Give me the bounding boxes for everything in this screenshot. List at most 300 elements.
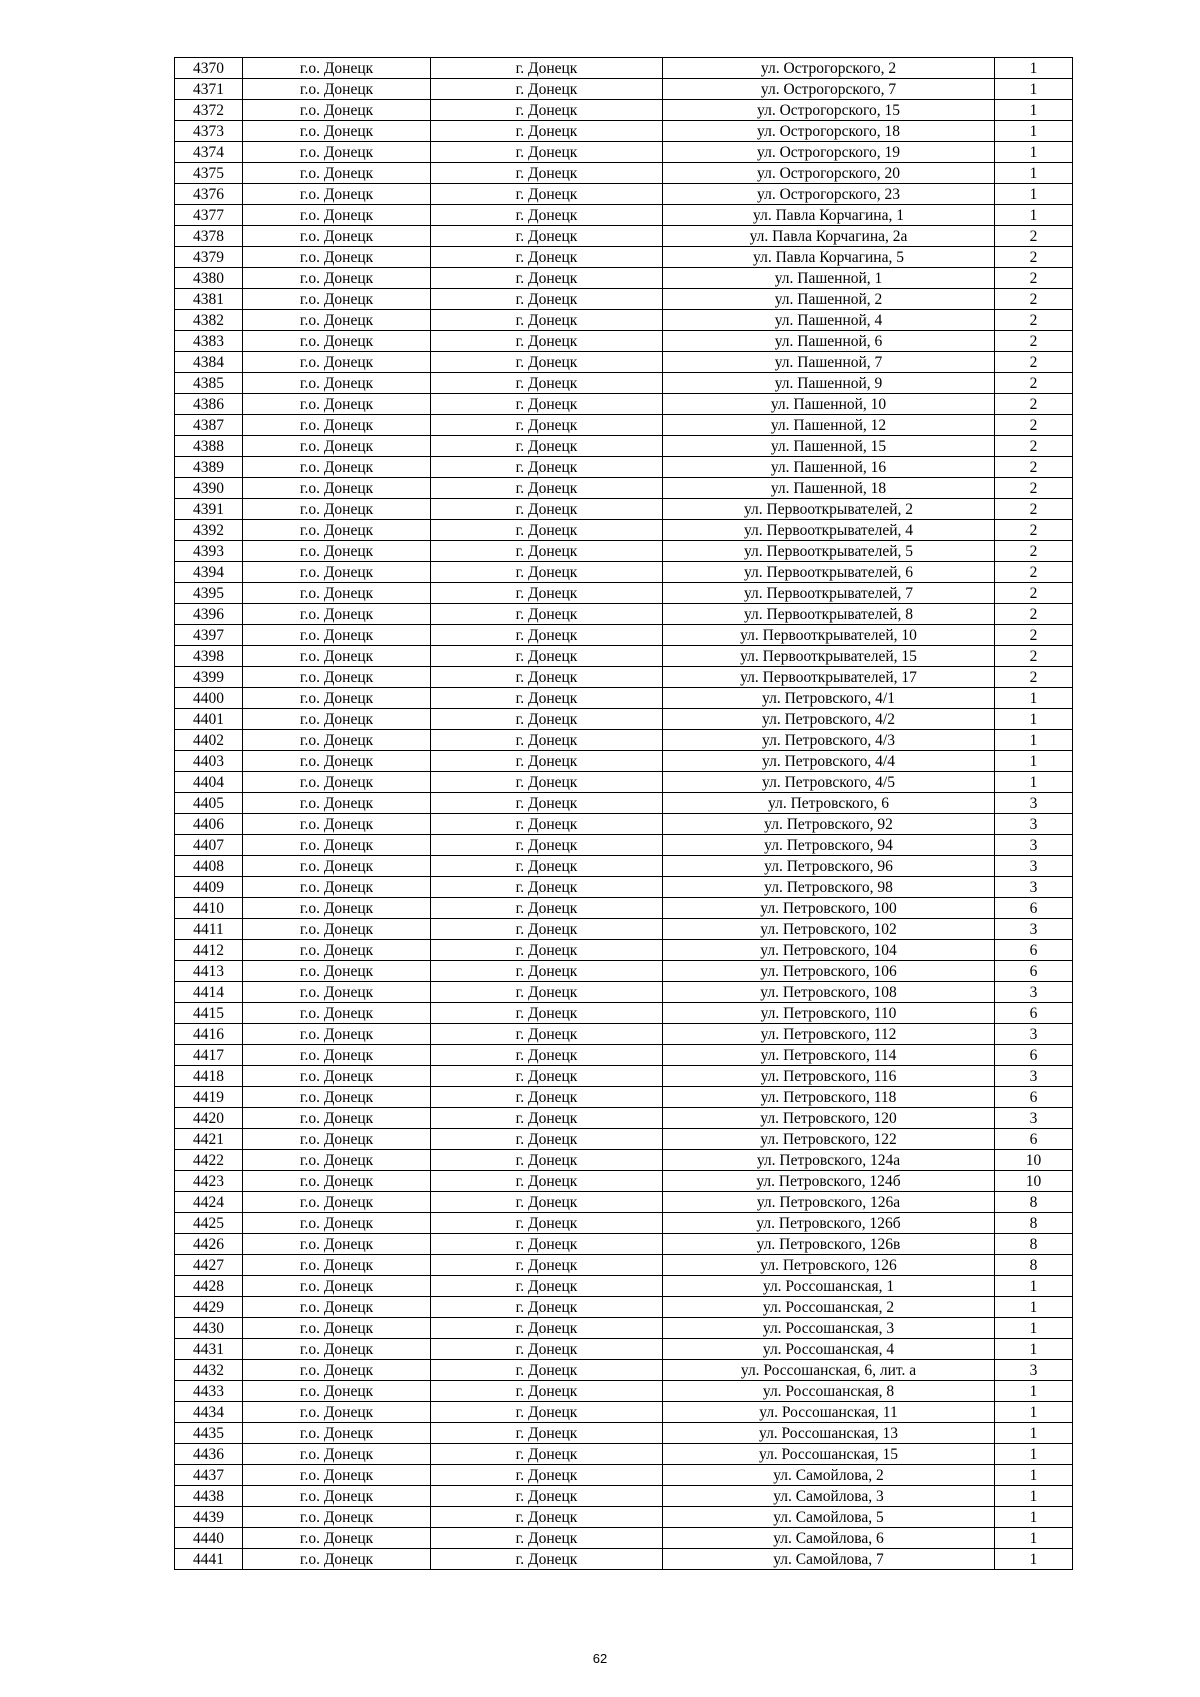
- table-row: [175, 1045, 1073, 1066]
- district-cell: г.о. Донецк: [243, 1045, 431, 1066]
- table-row: [175, 1444, 1073, 1465]
- address-table-body: [175, 58, 1073, 1570]
- address-cell: ул. Петровского, 112: [663, 1024, 995, 1045]
- address-cell: ул. Петровского, 110: [663, 1003, 995, 1024]
- table-row: [175, 919, 1073, 940]
- count-cell: 2: [995, 226, 1073, 247]
- count-cell: 2: [995, 394, 1073, 415]
- row-number-cell: 4420: [175, 1108, 243, 1129]
- city-cell: г. Донецк: [431, 352, 663, 373]
- table-row: [175, 226, 1073, 247]
- address-cell: ул. Петровского, 100: [663, 898, 995, 919]
- row-number-cell: 4384: [175, 352, 243, 373]
- city-cell: г. Донецк: [431, 961, 663, 982]
- row-number-cell: 4419: [175, 1087, 243, 1108]
- count-cell: 8: [995, 1192, 1073, 1213]
- address-cell: ул. Павла Корчагина, 5: [663, 247, 995, 268]
- table-row: [175, 1360, 1073, 1381]
- table-row: [175, 1234, 1073, 1255]
- count-cell: 3: [995, 1360, 1073, 1381]
- district-cell: г.о. Донецк: [243, 814, 431, 835]
- city-cell: г. Донецк: [431, 1297, 663, 1318]
- count-cell: 1: [995, 79, 1073, 100]
- row-number-cell: 4431: [175, 1339, 243, 1360]
- table-row: [175, 982, 1073, 1003]
- district-cell: г.о. Донецк: [243, 961, 431, 982]
- city-cell: г. Донецк: [431, 1213, 663, 1234]
- city-cell: г. Донецк: [431, 1339, 663, 1360]
- table-row: [175, 1402, 1073, 1423]
- count-cell: 1: [995, 1486, 1073, 1507]
- table-row: [175, 814, 1073, 835]
- count-cell: 1: [995, 163, 1073, 184]
- city-cell: г. Донецк: [431, 877, 663, 898]
- count-cell: 10: [995, 1150, 1073, 1171]
- table-row: [175, 1297, 1073, 1318]
- district-cell: г.о. Донецк: [243, 184, 431, 205]
- count-cell: 3: [995, 1108, 1073, 1129]
- address-cell: ул. Пашенной, 7: [663, 352, 995, 373]
- city-cell: г. Донецк: [431, 1108, 663, 1129]
- district-cell: г.о. Донецк: [243, 1297, 431, 1318]
- district-cell: г.о. Донецк: [243, 1360, 431, 1381]
- district-cell: г.о. Донецк: [243, 898, 431, 919]
- row-number-cell: 4428: [175, 1276, 243, 1297]
- table-row: [175, 1066, 1073, 1087]
- address-cell: ул. Пашенной, 18: [663, 478, 995, 499]
- address-cell: ул. Петровского, 104: [663, 940, 995, 961]
- table-row: [175, 1192, 1073, 1213]
- count-cell: 2: [995, 625, 1073, 646]
- address-cell: ул. Самойлова, 3: [663, 1486, 995, 1507]
- city-cell: г. Донецк: [431, 121, 663, 142]
- city-cell: г. Донецк: [431, 226, 663, 247]
- district-cell: г.о. Донецк: [243, 751, 431, 772]
- count-cell: 2: [995, 268, 1073, 289]
- city-cell: г. Донецк: [431, 520, 663, 541]
- count-cell: 1: [995, 772, 1073, 793]
- row-number-cell: 4383: [175, 331, 243, 352]
- row-number-cell: 4429: [175, 1297, 243, 1318]
- count-cell: 1: [995, 1318, 1073, 1339]
- count-cell: 2: [995, 520, 1073, 541]
- count-cell: 2: [995, 562, 1073, 583]
- city-cell: г. Донецк: [431, 604, 663, 625]
- city-cell: г. Донецк: [431, 478, 663, 499]
- count-cell: 1: [995, 184, 1073, 205]
- row-number-cell: 4408: [175, 856, 243, 877]
- address-cell: ул. Острогорского, 23: [663, 184, 995, 205]
- address-cell: ул. Россошанская, 6, лит. а: [663, 1360, 995, 1381]
- address-cell: ул. Петровского, 116: [663, 1066, 995, 1087]
- address-table: [174, 57, 1073, 1570]
- count-cell: 1: [995, 205, 1073, 226]
- city-cell: г. Донецк: [431, 436, 663, 457]
- row-number-cell: 4426: [175, 1234, 243, 1255]
- table-row: [175, 1507, 1073, 1528]
- count-cell: 3: [995, 814, 1073, 835]
- row-number-cell: 4415: [175, 1003, 243, 1024]
- row-number-cell: 4399: [175, 667, 243, 688]
- address-cell: ул. Острогорского, 7: [663, 79, 995, 100]
- address-cell: ул. Петровского, 102: [663, 919, 995, 940]
- district-cell: г.о. Донецк: [243, 499, 431, 520]
- row-number-cell: 4370: [175, 58, 243, 79]
- row-number-cell: 4437: [175, 1465, 243, 1486]
- table-row: [175, 898, 1073, 919]
- count-cell: 1: [995, 688, 1073, 709]
- address-cell: ул. Петровского, 4/1: [663, 688, 995, 709]
- city-cell: г. Донецк: [431, 646, 663, 667]
- count-cell: 3: [995, 982, 1073, 1003]
- city-cell: г. Донецк: [431, 772, 663, 793]
- count-cell: 2: [995, 541, 1073, 562]
- table-row: [175, 1549, 1073, 1570]
- address-cell: ул. Петровского, 92: [663, 814, 995, 835]
- district-cell: г.о. Донецк: [243, 352, 431, 373]
- address-cell: ул. Пашенной, 15: [663, 436, 995, 457]
- row-number-cell: 4392: [175, 520, 243, 541]
- city-cell: г. Донецк: [431, 58, 663, 79]
- district-cell: г.о. Донецк: [243, 1528, 431, 1549]
- row-number-cell: 4371: [175, 79, 243, 100]
- count-cell: 1: [995, 709, 1073, 730]
- address-cell: ул. Первооткрывателей, 15: [663, 646, 995, 667]
- city-cell: г. Донецк: [431, 688, 663, 709]
- count-cell: 2: [995, 373, 1073, 394]
- row-number-cell: 4434: [175, 1402, 243, 1423]
- count-cell: 6: [995, 1045, 1073, 1066]
- table-row: [175, 709, 1073, 730]
- district-cell: г.о. Донецк: [243, 163, 431, 184]
- count-cell: 2: [995, 331, 1073, 352]
- table-row: [175, 835, 1073, 856]
- table-row: [175, 352, 1073, 373]
- district-cell: г.о. Донецк: [243, 142, 431, 163]
- address-cell: ул. Павла Корчагина, 2а: [663, 226, 995, 247]
- row-number-cell: 4396: [175, 604, 243, 625]
- row-number-cell: 4414: [175, 982, 243, 1003]
- city-cell: г. Донецк: [431, 1255, 663, 1276]
- address-cell: ул. Первооткрывателей, 17: [663, 667, 995, 688]
- table-row: [175, 331, 1073, 352]
- table-row: [175, 163, 1073, 184]
- count-cell: 1: [995, 1549, 1073, 1570]
- address-cell: ул. Россошанская, 3: [663, 1318, 995, 1339]
- district-cell: г.о. Донецк: [243, 835, 431, 856]
- count-cell: 8: [995, 1234, 1073, 1255]
- table-row: [175, 1171, 1073, 1192]
- count-cell: 1: [995, 58, 1073, 79]
- district-cell: г.о. Донецк: [243, 541, 431, 562]
- count-cell: 1: [995, 100, 1073, 121]
- count-cell: 1: [995, 1465, 1073, 1486]
- table-row: [175, 394, 1073, 415]
- count-cell: 1: [995, 142, 1073, 163]
- address-cell: ул. Первооткрывателей, 4: [663, 520, 995, 541]
- row-number-cell: 4380: [175, 268, 243, 289]
- city-cell: г. Донецк: [431, 394, 663, 415]
- address-cell: ул. Россошанская, 11: [663, 1402, 995, 1423]
- address-cell: ул. Пашенной, 2: [663, 289, 995, 310]
- district-cell: г.о. Донецк: [243, 1087, 431, 1108]
- city-cell: г. Донецк: [431, 562, 663, 583]
- district-cell: г.о. Донецк: [243, 289, 431, 310]
- address-cell: ул. Петровского, 6: [663, 793, 995, 814]
- district-cell: г.о. Донецк: [243, 688, 431, 709]
- city-cell: г. Донецк: [431, 793, 663, 814]
- city-cell: г. Донецк: [431, 751, 663, 772]
- city-cell: г. Донецк: [431, 184, 663, 205]
- address-cell: ул. Петровского, 120: [663, 1108, 995, 1129]
- district-cell: г.о. Донецк: [243, 1192, 431, 1213]
- table-row: [175, 751, 1073, 772]
- city-cell: г. Донецк: [431, 1171, 663, 1192]
- count-cell: 3: [995, 1024, 1073, 1045]
- row-number-cell: 4425: [175, 1213, 243, 1234]
- city-cell: г. Донецк: [431, 625, 663, 646]
- row-number-cell: 4433: [175, 1381, 243, 1402]
- district-cell: г.о. Донецк: [243, 1318, 431, 1339]
- row-number-cell: 4390: [175, 478, 243, 499]
- row-number-cell: 4440: [175, 1528, 243, 1549]
- count-cell: 3: [995, 1066, 1073, 1087]
- address-cell: ул. Пашенной, 16: [663, 457, 995, 478]
- table-row: [175, 793, 1073, 814]
- address-cell: ул. Острогорского, 20: [663, 163, 995, 184]
- city-cell: г. Донецк: [431, 1402, 663, 1423]
- row-number-cell: 4387: [175, 415, 243, 436]
- district-cell: г.о. Донецк: [243, 1444, 431, 1465]
- table-row: [175, 289, 1073, 310]
- count-cell: 3: [995, 835, 1073, 856]
- address-cell: ул. Острогорского, 19: [663, 142, 995, 163]
- address-cell: ул. Первооткрывателей, 2: [663, 499, 995, 520]
- city-cell: г. Донецк: [431, 499, 663, 520]
- city-cell: г. Донецк: [431, 142, 663, 163]
- address-cell: ул. Петровского, 122: [663, 1129, 995, 1150]
- city-cell: г. Донецк: [431, 1276, 663, 1297]
- district-cell: г.о. Донецк: [243, 919, 431, 940]
- count-cell: 2: [995, 415, 1073, 436]
- city-cell: г. Донецк: [431, 730, 663, 751]
- address-cell: ул. Пашенной, 6: [663, 331, 995, 352]
- district-cell: г.о. Донецк: [243, 1150, 431, 1171]
- row-number-cell: 4395: [175, 583, 243, 604]
- city-cell: г. Донецк: [431, 814, 663, 835]
- count-cell: 1: [995, 730, 1073, 751]
- table-row: [175, 499, 1073, 520]
- city-cell: г. Донецк: [431, 1507, 663, 1528]
- table-row: [175, 100, 1073, 121]
- district-cell: г.о. Донецк: [243, 1402, 431, 1423]
- row-number-cell: 4391: [175, 499, 243, 520]
- table-row: [175, 1108, 1073, 1129]
- table-row: [175, 205, 1073, 226]
- address-cell: ул. Петровского, 96: [663, 856, 995, 877]
- district-cell: г.о. Донецк: [243, 1276, 431, 1297]
- address-cell: ул. Петровского, 4/3: [663, 730, 995, 751]
- district-cell: г.о. Донецк: [243, 79, 431, 100]
- district-cell: г.о. Донецк: [243, 667, 431, 688]
- table-row: [175, 1318, 1073, 1339]
- count-cell: 1: [995, 1402, 1073, 1423]
- city-cell: г. Донецк: [431, 919, 663, 940]
- table-row: [175, 730, 1073, 751]
- table-row: [175, 1213, 1073, 1234]
- count-cell: 2: [995, 478, 1073, 499]
- address-cell: ул. Самойлова, 7: [663, 1549, 995, 1570]
- address-cell: ул. Россошанская, 8: [663, 1381, 995, 1402]
- count-cell: 3: [995, 793, 1073, 814]
- city-cell: г. Донецк: [431, 373, 663, 394]
- count-cell: 1: [995, 1276, 1073, 1297]
- district-cell: г.о. Донецк: [243, 625, 431, 646]
- city-cell: г. Донецк: [431, 1087, 663, 1108]
- district-cell: г.о. Донецк: [243, 1003, 431, 1024]
- count-cell: 3: [995, 919, 1073, 940]
- city-cell: г. Донецк: [431, 856, 663, 877]
- address-cell: ул. Петровского, 118: [663, 1087, 995, 1108]
- address-cell: ул. Пашенной, 4: [663, 310, 995, 331]
- count-cell: 2: [995, 289, 1073, 310]
- row-number-cell: 4421: [175, 1129, 243, 1150]
- row-number-cell: 4400: [175, 688, 243, 709]
- city-cell: г. Донецк: [431, 541, 663, 562]
- address-cell: ул. Пашенной, 9: [663, 373, 995, 394]
- count-cell: 8: [995, 1213, 1073, 1234]
- count-cell: 2: [995, 457, 1073, 478]
- table-row: [175, 772, 1073, 793]
- row-number-cell: 4373: [175, 121, 243, 142]
- city-cell: г. Донецк: [431, 1003, 663, 1024]
- row-number-cell: 4388: [175, 436, 243, 457]
- address-cell: ул. Петровского, 108: [663, 982, 995, 1003]
- table-row: [175, 121, 1073, 142]
- address-cell: ул. Россошанская, 2: [663, 1297, 995, 1318]
- count-cell: 10: [995, 1171, 1073, 1192]
- address-cell: ул. Первооткрывателей, 5: [663, 541, 995, 562]
- table-row: [175, 373, 1073, 394]
- table-row: [175, 1423, 1073, 1444]
- address-cell: ул. Петровского, 106: [663, 961, 995, 982]
- address-cell: ул. Самойлова, 6: [663, 1528, 995, 1549]
- row-number-cell: 4416: [175, 1024, 243, 1045]
- table-row: [175, 625, 1073, 646]
- district-cell: г.о. Донецк: [243, 646, 431, 667]
- row-number-cell: 4406: [175, 814, 243, 835]
- row-number-cell: 4407: [175, 835, 243, 856]
- table-row: [175, 142, 1073, 163]
- row-number-cell: 4409: [175, 877, 243, 898]
- row-number-cell: 4410: [175, 898, 243, 919]
- row-number-cell: 4432: [175, 1360, 243, 1381]
- row-number-cell: 4382: [175, 310, 243, 331]
- row-number-cell: 4427: [175, 1255, 243, 1276]
- row-number-cell: 4381: [175, 289, 243, 310]
- city-cell: г. Донецк: [431, 205, 663, 226]
- row-number-cell: 4424: [175, 1192, 243, 1213]
- city-cell: г. Донецк: [431, 1066, 663, 1087]
- count-cell: 1: [995, 121, 1073, 142]
- row-number-cell: 4422: [175, 1150, 243, 1171]
- address-cell: ул. Пашенной, 10: [663, 394, 995, 415]
- district-cell: г.о. Донецк: [243, 1549, 431, 1570]
- row-number-cell: 4378: [175, 226, 243, 247]
- district-cell: г.о. Донецк: [243, 394, 431, 415]
- address-cell: ул. Пашенной, 1: [663, 268, 995, 289]
- district-cell: г.о. Донецк: [243, 604, 431, 625]
- table-row: [175, 667, 1073, 688]
- city-cell: г. Донецк: [431, 100, 663, 121]
- city-cell: г. Донецк: [431, 1528, 663, 1549]
- city-cell: г. Донецк: [431, 1024, 663, 1045]
- row-number-cell: 4438: [175, 1486, 243, 1507]
- address-cell: ул. Самойлова, 5: [663, 1507, 995, 1528]
- address-cell: ул. Петровского, 98: [663, 877, 995, 898]
- row-number-cell: 4412: [175, 940, 243, 961]
- table-row: [175, 1024, 1073, 1045]
- city-cell: г. Донецк: [431, 940, 663, 961]
- district-cell: г.о. Донецк: [243, 1507, 431, 1528]
- count-cell: 6: [995, 1129, 1073, 1150]
- table-row: [175, 1087, 1073, 1108]
- row-number-cell: 4441: [175, 1549, 243, 1570]
- count-cell: 1: [995, 1528, 1073, 1549]
- row-number-cell: 4405: [175, 793, 243, 814]
- row-number-cell: 4417: [175, 1045, 243, 1066]
- district-cell: г.о. Донецк: [243, 982, 431, 1003]
- table-row: [175, 1339, 1073, 1360]
- address-cell: ул. Пашенной, 12: [663, 415, 995, 436]
- count-cell: 2: [995, 310, 1073, 331]
- table-row: [175, 1381, 1073, 1402]
- table-row: [175, 247, 1073, 268]
- address-cell: ул. Россошанская, 1: [663, 1276, 995, 1297]
- row-number-cell: 4411: [175, 919, 243, 940]
- row-number-cell: 4403: [175, 751, 243, 772]
- city-cell: г. Донецк: [431, 1381, 663, 1402]
- count-cell: 1: [995, 751, 1073, 772]
- city-cell: г. Донецк: [431, 457, 663, 478]
- table-row: [175, 1465, 1073, 1486]
- district-cell: г.о. Донецк: [243, 772, 431, 793]
- district-cell: г.о. Донецк: [243, 709, 431, 730]
- row-number-cell: 4430: [175, 1318, 243, 1339]
- row-number-cell: 4423: [175, 1171, 243, 1192]
- city-cell: г. Донецк: [431, 1318, 663, 1339]
- count-cell: 1: [995, 1297, 1073, 1318]
- address-cell: ул. Петровского, 124б: [663, 1171, 995, 1192]
- table-row: [175, 940, 1073, 961]
- count-cell: 2: [995, 667, 1073, 688]
- count-cell: 2: [995, 352, 1073, 373]
- count-cell: 2: [995, 604, 1073, 625]
- district-cell: г.о. Донецк: [243, 226, 431, 247]
- table-row: [175, 58, 1073, 79]
- table-row: [175, 961, 1073, 982]
- count-cell: 8: [995, 1255, 1073, 1276]
- table-row: [175, 1129, 1073, 1150]
- address-cell: ул. Петровского, 94: [663, 835, 995, 856]
- district-cell: г.о. Донецк: [243, 793, 431, 814]
- row-number-cell: 4385: [175, 373, 243, 394]
- count-cell: 6: [995, 898, 1073, 919]
- table-row: [175, 583, 1073, 604]
- table-row: [175, 415, 1073, 436]
- row-number-cell: 4397: [175, 625, 243, 646]
- row-number-cell: 4394: [175, 562, 243, 583]
